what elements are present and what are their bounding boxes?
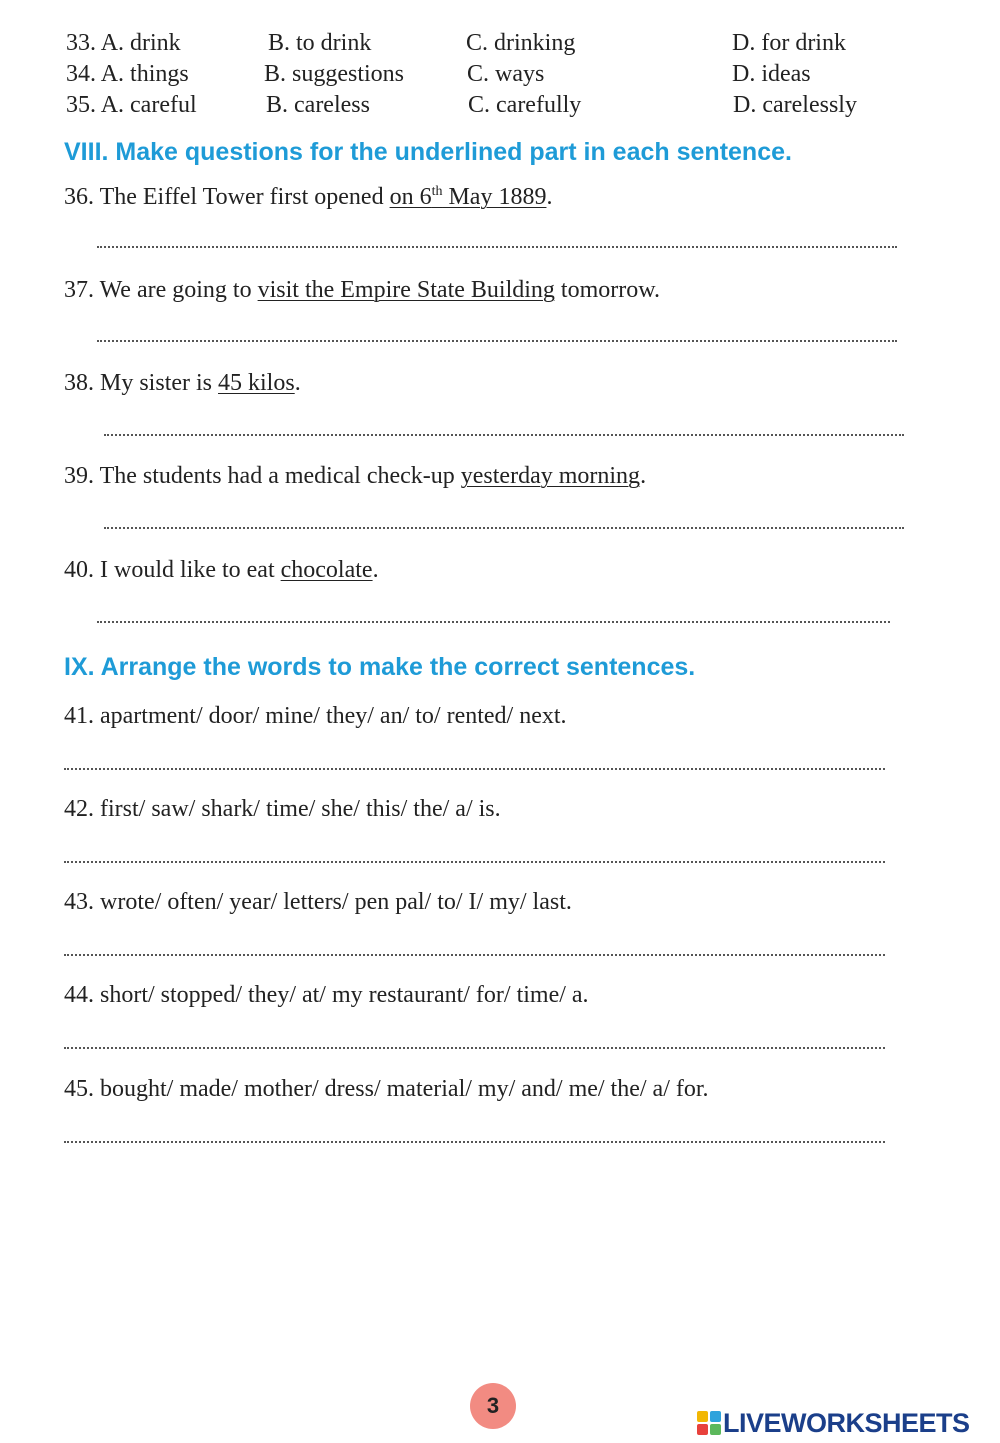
section-9-heading: IX. Arrange the words to make the correct sentences. [64, 653, 696, 681]
mcq-33-b: B. to drink [268, 30, 372, 56]
question-40: 40. I would like to eat chocolate. [64, 557, 379, 583]
mcq-34-a: 34. A. things [66, 61, 189, 87]
underlined-part: yesterday morning [460, 463, 641, 489]
question-44: 44. short/ stopped/ they/ at/ my restaurant/ for/ time/ a. [64, 982, 589, 1008]
underlined-part: visit the Empire State Building [257, 277, 555, 303]
answer-line-37[interactable] [97, 340, 897, 342]
mcq-34-d: D. ideas [732, 61, 811, 87]
answer-line-36[interactable] [97, 246, 897, 248]
answer-line-41[interactable] [64, 768, 885, 770]
mcq-35-a: 35. A. careful [66, 92, 197, 118]
brand-name: LIVEWORKSHEETS [723, 1407, 970, 1438]
mcq-34-b: B. suggestions [264, 61, 405, 87]
question-37: 37. We are going to visit the Empire State Building tomorrow. [64, 277, 660, 303]
mcq-33-a: 33. A. drink [66, 30, 181, 56]
answer-line-44[interactable] [64, 1047, 885, 1049]
page-number-badge: 3 [470, 1383, 516, 1429]
mcq-35-c: C. carefully [468, 92, 582, 118]
liveworksheets-brand [697, 1406, 970, 1440]
mcq-35-d: D. carelessly [733, 92, 857, 118]
underlined-part: 45 kilos [218, 370, 295, 396]
logo-square-4 [710, 1424, 721, 1435]
underlined-part: on 6th May 1889 [389, 184, 547, 210]
answer-line-39[interactable] [104, 527, 904, 529]
answer-line-43[interactable] [64, 954, 885, 956]
logo-square-1 [697, 1411, 708, 1422]
logo-square-2 [710, 1411, 721, 1422]
answer-line-42[interactable] [64, 861, 885, 863]
question-43: 43. wrote/ often/ year/ letters/ pen pal/ to/ I/ my/ last. [64, 889, 572, 915]
question-41: 41. apartment/ door/ mine/ they/ an/ to/ rented/ next. [64, 703, 567, 729]
answer-line-45[interactable] [64, 1141, 885, 1143]
question-39: 39. The students had a medical check-up yesterday morning. [64, 463, 647, 489]
question-45: 45. bought/ made/ mother/ dress/ material/ my/ and/ me/ the/ a/ for. [64, 1076, 709, 1102]
mcq-33-c: C. drinking [466, 30, 576, 56]
mcq-33-d: D. for drink [732, 30, 846, 56]
question-42: 42. first/ saw/ shark/ time/ she/ this/ the/ a/ is. [64, 796, 501, 822]
underlined-part: chocolate [280, 557, 373, 583]
question-38: 38. My sister is 45 kilos. [64, 370, 301, 396]
section-8-heading: VIII. Make questions for the underlined part in each sentence. [64, 138, 792, 166]
answer-line-38[interactable] [104, 434, 904, 436]
liveworksheets-logo-icon [697, 1411, 721, 1435]
mcq-34-c: C. ways [467, 61, 545, 87]
answer-line-40[interactable] [97, 621, 890, 623]
question-36: 36. The Eiffel Tower first opened on 6th May 1889. [64, 184, 553, 210]
mcq-35-b: B. careless [266, 92, 370, 118]
logo-square-3 [697, 1424, 708, 1435]
